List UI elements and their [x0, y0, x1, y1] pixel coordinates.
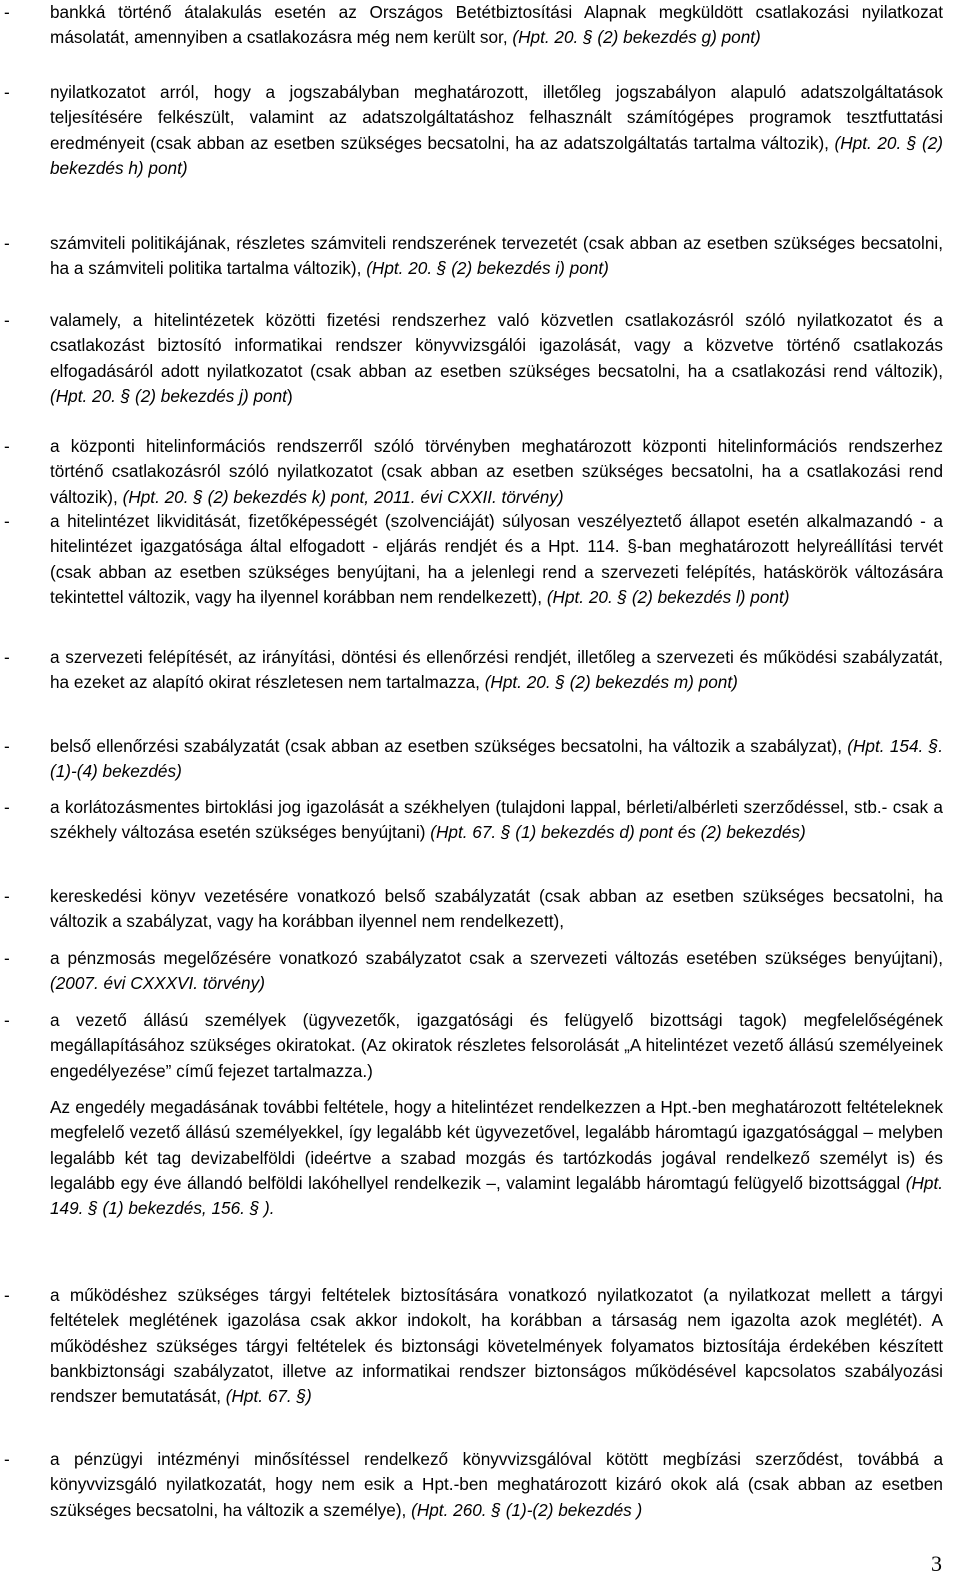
page-number: 3: [931, 1551, 942, 1576]
legal-reference: (Hpt. 67. § (1) bekezdés d) pont és (2) bekezdés): [430, 822, 806, 843]
legal-reference: (Hpt. 20. § (2) bekezdés i) pont): [366, 258, 609, 279]
list-item-text: a vezető állású személyek (ügyvezetők, igazgatósági és felügyelő bizottsági tagok) megfelelőségének megállapításához szükséges okiratokat. (Az okiratok részletes felsorolását „A hitelintézet vezető állású személyeinek engedélyezése” című fejezet tartalmazza.): [50, 1010, 943, 1081]
legal-reference: (Hpt. 260. § (1)-(2) bekezdés ): [411, 1499, 643, 1520]
legal-reference: (Hpt. 20. § (2) bekezdés h) pont): [50, 132, 943, 178]
bullet-dash: -: [4, 797, 10, 817]
legal-reference: (2007. évi CXXXVI. törvény): [50, 973, 265, 994]
list-item-text: a pénzügyi intézményi minősítéssel rendelkező könyvvizsgálóval kötött megbízási szerződést, továbbá a könyvvizsgáló nyilatkozatát, hogy nem esik a Hpt.-ben meghatározott kizáró okok alá (csak abban az esetben szükséges becsatolni, ha változik a személye), (Hpt. 260. § (1)-(2) bekezdés ): [50, 1449, 943, 1520]
list-item-text: belső ellenőrzési szabályzatát (csak abban az esetben szükséges becsatolni, ha változik a szabályzat), (Hpt. 154. §. (1)-(4) bekezdés): [50, 736, 943, 782]
legal-reference: (Hpt. 154. §. (1)-(4) bekezdés): [50, 736, 943, 782]
list-item-text: a szervezeti felépítését, az irányítási, döntési és ellenőrzési rendjét, illetőleg a szervezeti és működési szabályzatát, ha ezeket az alapító okirat részletesen nem tartalmazza, (Hpt. 20. § (2) bekezdés m) pont): [50, 647, 943, 693]
legal-reference: (Hpt. 149. § (1) bekezdés, 156. § ).: [50, 1172, 943, 1219]
list-item-text: számviteli politikájának, részletes számviteli rendszerének tervezetét (csak abban az esetben szükséges becsatolni, ha a számviteli politika tartalma változik), (Hpt. 20. § (2) bekezdés i) pont): [50, 233, 943, 279]
bullet-dash: -: [4, 647, 10, 667]
bullet-dash: -: [4, 310, 10, 330]
bullet-dash: -: [4, 233, 10, 253]
legal-reference: (Hpt. 20. § (2) bekezdés j) pont: [50, 385, 287, 406]
bullet-dash: -: [4, 1285, 10, 1305]
legal-reference: (Hpt. 20. § (2) bekezdés g) pont): [512, 27, 761, 48]
bullet-dash: -: [4, 436, 10, 456]
list-item-text: a hitelintézet likviditását, fizetőképességét (szolvenciáját) súlyosan veszélyeztető állapot esetén alkalmazandó - a hitelintézet igazgatósága által elfogadott - eljárás rendjét és a Hpt. 114. §-ban meghatározott helyreállítási tervét (csak abban az esetben szükséges benyújtani, ha a jelenlegi rend a szervezeti felépítés, hatáskörök változására tekintettel változik, vagy ha ilyennel korábban nem rendelkezett), (Hpt. 20. § (2) bekezdés l) pont): [50, 511, 943, 607]
list-item-text: a pénzmosás megelőzésére vonatkozó szabályzatot csak a szervezeti változás esetében szükséges benyújtani), (2007. évi CXXXVI. törvény): [50, 948, 943, 994]
list-item-text: valamely, a hitelintézetek közötti fizetési rendszerhez való közvetlen csatlakozásról szóló nyilatkozatot és a csatlakozást biztosító informatikai rendszer könyvvizsgálói igazolását, vagy a közvetve történő csatlakozás elfogadásáról adott nyilatkozatot (csak abban az esetben szükséges becsatolni, ha a csatlakozási rend változik), (Hpt. 20. § (2) bekezdés j) pont): [50, 310, 943, 406]
list-item-text: a korlátozásmentes birtoklási jog igazolását a székhelyen (tulajdoni lappal, bérleti/albérleti szerződéssel, stb.- csak a székhely változása esetén szükséges benyújtani) (Hpt. 67. § (1) bekezdés d) pont és (2) bekezdés): [50, 797, 943, 843]
bullet-dash: -: [4, 2, 10, 22]
list-item-text: nyilatkozatot arról, hogy a jogszabályban meghatározott, illetőleg jogszabályon alapuló adatszolgáltatások teljesítésére felkészült, valamint az adatszolgáltatáshoz felhasznált számítógépes programok tesztfuttatási eredményeit (csak abban az esetben szükséges becsatolni, ha az adatszolgáltatás tartalma változik), (Hpt. 20. § (2) bekezdés h) pont): [50, 82, 943, 178]
legal-reference: (Hpt. 20. § (2) bekezdés m) pont): [484, 672, 738, 693]
list-item-text: kereskedési könyv vezetésére vonatkozó belső szabályzatát (csak abban az esetben szükséges becsatolni, ha változik a szabályzat, vagy ha korábban ilyennel nem rendelkezett),: [50, 886, 943, 932]
bullet-dash: -: [4, 736, 10, 756]
bullet-dash: -: [4, 82, 10, 102]
legal-reference: (Hpt. 20. § (2) bekezdés l) pont): [546, 586, 790, 607]
legal-reference: (Hpt. 67. §): [225, 1386, 312, 1407]
list-item-text: a központi hitelinformációs rendszerről szóló törvényben meghatározott központi hitelinformációs rendszerhez történő csatlakozásról szóló nyilatkozatot (csak abban az esetben szükséges becsatolni, ha a csatlakozási rend változik), (Hpt. 20. § (2) bekezdés k) pont, 2011. évi CXXII. törvény): [50, 436, 943, 507]
list-item-text: bankká történő átalakulás esetén az Országos Betétbiztosítási Alapnak megküldött csatlakozási nyilatkozat másolatát, amennyiben a csatlakozásra még nem került sor, (Hpt. 20. § (2) bekezdés g) pont): [50, 2, 943, 48]
bullet-dash: -: [4, 1449, 10, 1469]
list-item-text: a működéshez szükséges tárgyi feltételek biztosítására vonatkozó nyilatkozatot (a nyilatkozat mellett a tárgyi feltételek meglétének igazolása csak akkor indokolt, ha korábban a társaság nem igazolta azok meglétét). A működéshez szükséges tárgyi feltételek és biztonsági követelmények folyamatos biztosítája érdekében készített bankbiztonsági szabályzatot, illetve az informatikai rendszer biztonságos működésével kapcsolatos szabályozási rendszer bemutatását, (Hpt. 67. §): [50, 1285, 943, 1407]
paragraph-text: Az engedély megadásának további feltétele, hogy a hitelintézet rendelkezzen a Hpt.-ben meghatározott feltételeknek megfelelő vezető állású személyekkel, így legalább két ügyvezetővel, legalább háromtagú igazgatósággal – melyben legalább két tag devizabelföldi (ideértve a szabad mozgás és tartózkodás jogával rendelkező személyt is) és legalább egy éve állandó belföldi lakóhellyel rendelkezik –, valamint legalább háromtagú felügyelő bizottsággal (Hpt. 149. § (1) bekezdés, 156. § ).: [50, 1097, 943, 1219]
bullet-dash: -: [4, 948, 10, 968]
legal-reference: (Hpt. 20. § (2) bekezdés k) pont, 2011. évi CXXII. törvény): [122, 486, 564, 507]
bullet-dash: -: [4, 886, 10, 906]
bullet-dash: -: [4, 1010, 10, 1030]
bullet-dash: -: [4, 511, 10, 531]
